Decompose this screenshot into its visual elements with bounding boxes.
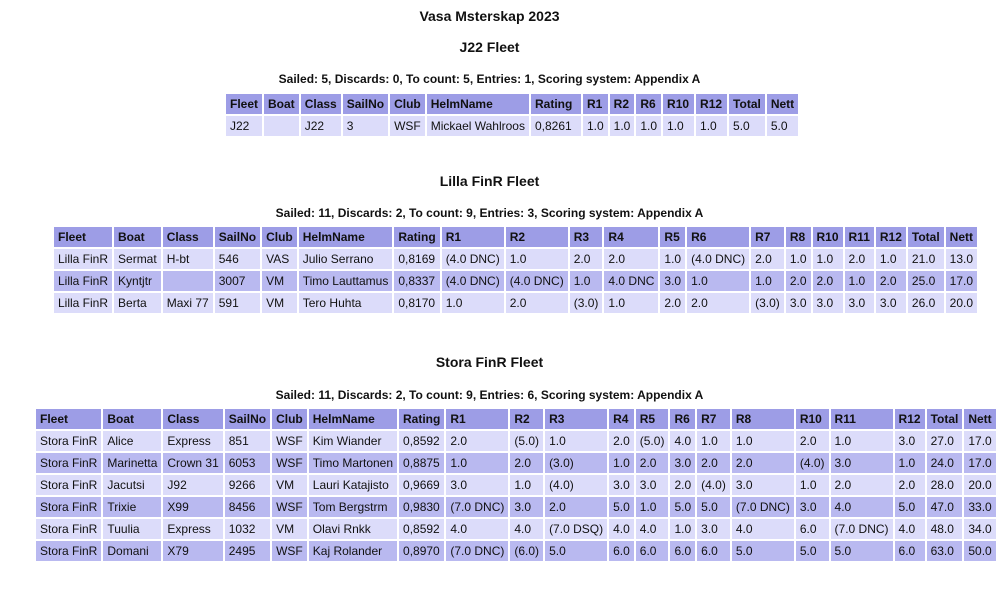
table-row xyxy=(36,541,996,561)
table-row xyxy=(36,475,996,495)
cell-r4: 2.0 xyxy=(609,431,634,451)
cell-sailno: 3007 xyxy=(215,271,260,291)
cell-r8: 1.0 xyxy=(732,431,794,451)
cell-club: VM xyxy=(272,519,307,539)
cell-r6: 1.0 xyxy=(670,519,695,539)
cell-sailno: 851 xyxy=(225,431,270,451)
table-row xyxy=(36,431,996,451)
column-header-r7: R7 xyxy=(697,409,730,429)
cell-sailno: 8456 xyxy=(225,497,270,517)
cell-r12: 1.0 xyxy=(876,249,906,269)
cell-fleet: Stora FinR xyxy=(36,541,101,561)
cell-r11: 4.0 xyxy=(831,497,893,517)
table-header-row xyxy=(226,94,798,114)
cell-r8: 2.0 xyxy=(786,271,811,291)
table-row xyxy=(54,293,977,313)
fleet-heading-stora-finr: Stora FinR Fleet xyxy=(435,354,544,370)
cell-sailno: 9266 xyxy=(225,475,270,495)
column-header-boat: Boat xyxy=(114,227,161,247)
column-header-r2: R2 xyxy=(510,409,543,429)
cell-r8: 5.0 xyxy=(732,541,794,561)
cell-class: Crown 31 xyxy=(163,453,222,473)
table-header-row xyxy=(54,227,977,247)
results-table-lilla-finr xyxy=(52,225,979,315)
cell-fleet: Lilla FinR xyxy=(54,249,112,269)
column-header-boat: Boat xyxy=(103,409,161,429)
cell-r1: (4.0 DNC) xyxy=(442,249,504,269)
cell-r8: 3.0 xyxy=(732,475,794,495)
column-header-r10: R10 xyxy=(663,94,694,114)
column-header-class: Class xyxy=(301,94,341,114)
cell-r3: 1.0 xyxy=(570,271,603,291)
cell-nett: 17.0 xyxy=(946,271,977,291)
cell-r6: 1.0 xyxy=(687,271,749,291)
cell-class: Express xyxy=(163,431,222,451)
cell-club: WSF xyxy=(272,541,307,561)
cell-r4: 1.0 xyxy=(609,453,634,473)
table-row xyxy=(36,497,996,517)
column-header-boat: Boat xyxy=(264,94,299,114)
cell-sailno: 6053 xyxy=(225,453,270,473)
column-header-r4: R4 xyxy=(604,227,658,247)
cell-rating: 0,8261 xyxy=(531,116,581,136)
cell-r6: 4.0 xyxy=(670,431,695,451)
cell-r2: 2.0 xyxy=(510,453,543,473)
column-header-rating: Rating xyxy=(394,227,439,247)
cell-r10: 5.0 xyxy=(796,541,829,561)
cell-total: 25.0 xyxy=(908,271,944,291)
cell-r12: 5.0 xyxy=(895,497,925,517)
column-header-class: Class xyxy=(163,409,222,429)
cell-r4: 4.0 xyxy=(609,519,634,539)
column-header-r5: R5 xyxy=(660,227,685,247)
column-header-fleet: Fleet xyxy=(226,94,262,114)
cell-r5: 3.0 xyxy=(660,271,685,291)
cell-r5: 2.0 xyxy=(660,293,685,313)
column-header-r10: R10 xyxy=(813,227,843,247)
cell-nett: 13.0 xyxy=(946,249,977,269)
cell-total: 5.0 xyxy=(729,116,765,136)
cell-nett: 5.0 xyxy=(767,116,798,136)
cell-helmname: Olavi Rnkk xyxy=(309,519,397,539)
results-table-stora-finr xyxy=(34,407,998,563)
cell-r12: 3.0 xyxy=(895,431,925,451)
column-header-r6: R6 xyxy=(687,227,749,247)
cell-rating: 0,8970 xyxy=(399,541,444,561)
cell-rating: 0,8592 xyxy=(399,431,444,451)
cell-r11: 1.0 xyxy=(831,431,893,451)
cell-r11: (7.0 DNC) xyxy=(831,519,893,539)
column-header-r1: R1 xyxy=(442,227,504,247)
cell-r5: 2.0 xyxy=(636,453,669,473)
table-row xyxy=(54,271,977,291)
table-header-row xyxy=(36,409,996,429)
column-header-r6: R6 xyxy=(670,409,695,429)
cell-r11: 5.0 xyxy=(831,541,893,561)
cell-total: 27.0 xyxy=(927,431,963,451)
cell-r10: 1.0 xyxy=(813,249,843,269)
cell-r2: 2.0 xyxy=(506,293,568,313)
cell-r1: 1.0 xyxy=(442,293,504,313)
cell-club: WSF xyxy=(390,116,425,136)
cell-total: 24.0 xyxy=(927,453,963,473)
cell-rating: 0,9669 xyxy=(399,475,444,495)
cell-class xyxy=(163,271,213,291)
table-row xyxy=(36,519,996,539)
cell-boat: Alice xyxy=(103,431,161,451)
cell-club: WSF xyxy=(272,453,307,473)
cell-r12: 2.0 xyxy=(895,475,925,495)
cell-helmname: Tom Bergstrm xyxy=(309,497,397,517)
cell-r7: 2.0 xyxy=(697,453,730,473)
cell-nett: 17.0 xyxy=(964,453,995,473)
cell-r7: 5.0 xyxy=(697,497,730,517)
cell-r10: (4.0) xyxy=(796,453,829,473)
column-header-nett: Nett xyxy=(964,409,995,429)
column-header-club: Club xyxy=(390,94,425,114)
cell-r2: (5.0) xyxy=(510,431,543,451)
cell-r4: 4.0 DNC xyxy=(604,271,658,291)
cell-boat: Berta xyxy=(114,293,161,313)
page-title: Vasa Msterskap 2023 xyxy=(419,8,560,24)
cell-sailno: 591 xyxy=(215,293,260,313)
cell-boat: Marinetta xyxy=(103,453,161,473)
cell-fleet: Stora FinR xyxy=(36,497,101,517)
column-header-r3: R3 xyxy=(545,409,607,429)
cell-rating: 0,8170 xyxy=(394,293,439,313)
cell-r5: 3.0 xyxy=(636,475,669,495)
column-header-class: Class xyxy=(163,227,213,247)
cell-sailno: 546 xyxy=(215,249,260,269)
cell-rating: 0,8875 xyxy=(399,453,444,473)
cell-r5: 1.0 xyxy=(660,249,685,269)
column-header-helmname: HelmName xyxy=(427,94,529,114)
cell-r3: 2.0 xyxy=(570,249,603,269)
column-header-nett: Nett xyxy=(946,227,977,247)
cell-r3: 5.0 xyxy=(545,541,607,561)
cell-r10: 6.0 xyxy=(796,519,829,539)
cell-boat: Domani xyxy=(103,541,161,561)
cell-r12: 4.0 xyxy=(895,519,925,539)
column-header-r2: R2 xyxy=(610,94,635,114)
cell-boat: Trixie xyxy=(103,497,161,517)
cell-fleet: Stora FinR xyxy=(36,475,101,495)
cell-boat: Sermat xyxy=(114,249,161,269)
cell-r4: 2.0 xyxy=(604,249,658,269)
cell-nett: 20.0 xyxy=(964,475,995,495)
cell-r3: 1.0 xyxy=(545,431,607,451)
column-header-total: Total xyxy=(927,409,963,429)
cell-club: WSF xyxy=(272,431,307,451)
cell-class: H-bt xyxy=(163,249,213,269)
cell-helmname: Timo Lauttamus xyxy=(299,271,393,291)
cell-r11: 1.0 xyxy=(845,271,874,291)
cell-total: 28.0 xyxy=(927,475,963,495)
cell-r2: 1.0 xyxy=(610,116,635,136)
cell-helmname: Kaj Rolander xyxy=(309,541,397,561)
cell-rating: 0,9830 xyxy=(399,497,444,517)
cell-r6: 3.0 xyxy=(670,453,695,473)
column-header-total: Total xyxy=(729,94,765,114)
cell-r8: (7.0 DNC) xyxy=(732,497,794,517)
column-header-r11: R11 xyxy=(845,227,874,247)
cell-total: 47.0 xyxy=(927,497,963,517)
column-header-r4: R4 xyxy=(609,409,634,429)
cell-r6: 6.0 xyxy=(670,541,695,561)
cell-r5: 6.0 xyxy=(636,541,669,561)
cell-sailno: 1032 xyxy=(225,519,270,539)
column-header-r5: R5 xyxy=(636,409,669,429)
cell-r11: 3.0 xyxy=(831,453,893,473)
fleet-summary-j22: Sailed: 5, Discards: 0, To count: 5, Entries: 1, Scoring system: Appendix A xyxy=(278,72,701,86)
cell-boat: Kyntjtr xyxy=(114,271,161,291)
cell-r2: 1.0 xyxy=(510,475,543,495)
cell-fleet: Stora FinR xyxy=(36,519,101,539)
column-header-r8: R8 xyxy=(732,409,794,429)
cell-rating: 0,8337 xyxy=(394,271,439,291)
cell-r6: 1.0 xyxy=(636,116,661,136)
fleet-heading-lilla-finr: Lilla FinR Fleet xyxy=(439,173,540,189)
cell-rating: 0,8169 xyxy=(394,249,439,269)
cell-r10: 2.0 xyxy=(796,431,829,451)
cell-r1: 2.0 xyxy=(446,431,508,451)
cell-helmname: Julio Serrano xyxy=(299,249,393,269)
cell-total: 26.0 xyxy=(908,293,944,313)
cell-r5: (5.0) xyxy=(636,431,669,451)
cell-helmname: Lauri Katajisto xyxy=(309,475,397,495)
cell-nett: 20.0 xyxy=(946,293,977,313)
cell-club: VAS xyxy=(262,249,297,269)
cell-r1: (7.0 DNC) xyxy=(446,541,508,561)
cell-r1: (4.0 DNC) xyxy=(442,271,504,291)
column-header-r6: R6 xyxy=(636,94,661,114)
cell-r12: 1.0 xyxy=(696,116,727,136)
table-row xyxy=(36,453,996,473)
fleet-heading-j22: J22 Fleet xyxy=(459,39,520,55)
cell-r10: 3.0 xyxy=(813,293,843,313)
cell-r3: (3.0) xyxy=(545,453,607,473)
cell-club: WSF xyxy=(272,497,307,517)
cell-r1: 3.0 xyxy=(446,475,508,495)
cell-sailno: 2495 xyxy=(225,541,270,561)
cell-r12: 3.0 xyxy=(876,293,906,313)
cell-total: 63.0 xyxy=(927,541,963,561)
cell-class: X99 xyxy=(163,497,222,517)
cell-r12: 2.0 xyxy=(876,271,906,291)
cell-r10: 3.0 xyxy=(796,497,829,517)
cell-r6: (4.0 DNC) xyxy=(687,249,749,269)
fleet-summary-lilla-finr: Sailed: 11, Discards: 2, To count: 9, Entries: 3, Scoring system: Appendix A xyxy=(275,206,704,220)
column-header-r8: R8 xyxy=(786,227,811,247)
table-row xyxy=(54,249,977,269)
column-header-r10: R10 xyxy=(796,409,829,429)
cell-r2: 1.0 xyxy=(506,249,568,269)
cell-r4: 5.0 xyxy=(609,497,634,517)
column-header-r1: R1 xyxy=(583,94,608,114)
column-header-fleet: Fleet xyxy=(54,227,112,247)
column-header-total: Total xyxy=(908,227,944,247)
column-header-rating: Rating xyxy=(531,94,581,114)
cell-r6: 5.0 xyxy=(670,497,695,517)
cell-class: J22 xyxy=(301,116,341,136)
cell-r7: 2.0 xyxy=(751,249,784,269)
cell-r8: 4.0 xyxy=(732,519,794,539)
column-header-r12: R12 xyxy=(696,94,727,114)
column-header-r1: R1 xyxy=(446,409,508,429)
cell-class: Maxi 77 xyxy=(163,293,213,313)
cell-r11: 2.0 xyxy=(831,475,893,495)
cell-r2: 4.0 xyxy=(510,519,543,539)
cell-r12: 1.0 xyxy=(895,453,925,473)
cell-r10: 1.0 xyxy=(663,116,694,136)
cell-r5: 1.0 xyxy=(636,497,669,517)
cell-r7: (3.0) xyxy=(751,293,784,313)
cell-r3: (4.0) xyxy=(545,475,607,495)
cell-r2: (6.0) xyxy=(510,541,543,561)
cell-total: 21.0 xyxy=(908,249,944,269)
table-row xyxy=(226,116,798,136)
cell-club: VM xyxy=(272,475,307,495)
cell-r10: 2.0 xyxy=(813,271,843,291)
cell-fleet: Lilla FinR xyxy=(54,271,112,291)
cell-fleet: J22 xyxy=(226,116,262,136)
cell-r11: 3.0 xyxy=(845,293,874,313)
cell-r11: 2.0 xyxy=(845,249,874,269)
column-header-r2: R2 xyxy=(506,227,568,247)
cell-total: 48.0 xyxy=(927,519,963,539)
cell-fleet: Stora FinR xyxy=(36,453,101,473)
cell-r7: 1.0 xyxy=(751,271,784,291)
cell-r12: 6.0 xyxy=(895,541,925,561)
cell-club: VM xyxy=(262,293,297,313)
cell-helmname: Tero Huhta xyxy=(299,293,393,313)
cell-r5: 4.0 xyxy=(636,519,669,539)
cell-r7: 3.0 xyxy=(697,519,730,539)
column-header-r11: R11 xyxy=(831,409,893,429)
cell-r6: 2.0 xyxy=(687,293,749,313)
cell-r1: 1.0 xyxy=(446,453,508,473)
column-header-r7: R7 xyxy=(751,227,784,247)
cell-r10: 1.0 xyxy=(796,475,829,495)
cell-r7: (4.0) xyxy=(697,475,730,495)
column-header-sailno: SailNo xyxy=(343,94,388,114)
cell-r3: (3.0) xyxy=(570,293,603,313)
cell-r2: 3.0 xyxy=(510,497,543,517)
cell-nett: 34.0 xyxy=(964,519,995,539)
cell-rating: 0,8592 xyxy=(399,519,444,539)
cell-boat: Jacutsi xyxy=(103,475,161,495)
cell-nett: 17.0 xyxy=(964,431,995,451)
column-header-sailno: SailNo xyxy=(225,409,270,429)
cell-r8: 2.0 xyxy=(732,453,794,473)
column-header-r12: R12 xyxy=(876,227,906,247)
cell-boat xyxy=(264,116,299,136)
column-header-club: Club xyxy=(262,227,297,247)
cell-r4: 3.0 xyxy=(609,475,634,495)
cell-helmname: Mickael Wahlroos xyxy=(427,116,529,136)
fleet-summary-stora-finr: Sailed: 11, Discards: 2, To count: 9, Entries: 6, Scoring system: Appendix A xyxy=(275,388,704,402)
cell-r1: (7.0 DNC) xyxy=(446,497,508,517)
column-header-fleet: Fleet xyxy=(36,409,101,429)
results-table-j22 xyxy=(224,92,800,138)
cell-nett: 50.0 xyxy=(964,541,995,561)
cell-r4: 1.0 xyxy=(604,293,658,313)
cell-helmname: Timo Martonen xyxy=(309,453,397,473)
column-header-club: Club xyxy=(272,409,307,429)
cell-sailno: 3 xyxy=(343,116,388,136)
column-header-r12: R12 xyxy=(895,409,925,429)
cell-r2: (4.0 DNC) xyxy=(506,271,568,291)
cell-class: Express xyxy=(163,519,222,539)
cell-r7: 6.0 xyxy=(697,541,730,561)
cell-fleet: Stora FinR xyxy=(36,431,101,451)
cell-helmname: Kim Wiander xyxy=(309,431,397,451)
cell-class: X79 xyxy=(163,541,222,561)
cell-fleet: Lilla FinR xyxy=(54,293,112,313)
column-header-r3: R3 xyxy=(570,227,603,247)
cell-nett: 33.0 xyxy=(964,497,995,517)
cell-club: VM xyxy=(262,271,297,291)
cell-r1: 4.0 xyxy=(446,519,508,539)
column-header-sailno: SailNo xyxy=(215,227,260,247)
cell-r6: 2.0 xyxy=(670,475,695,495)
cell-r7: 1.0 xyxy=(697,431,730,451)
cell-r8: 1.0 xyxy=(786,249,811,269)
column-header-rating: Rating xyxy=(399,409,444,429)
column-header-nett: Nett xyxy=(767,94,798,114)
cell-r8: 3.0 xyxy=(786,293,811,313)
cell-boat: Tuulia xyxy=(103,519,161,539)
cell-r1: 1.0 xyxy=(583,116,608,136)
cell-r3: (7.0 DSQ) xyxy=(545,519,607,539)
cell-r3: 2.0 xyxy=(545,497,607,517)
column-header-helmname: HelmName xyxy=(299,227,393,247)
column-header-helmname: HelmName xyxy=(309,409,397,429)
cell-class: J92 xyxy=(163,475,222,495)
cell-r4: 6.0 xyxy=(609,541,634,561)
